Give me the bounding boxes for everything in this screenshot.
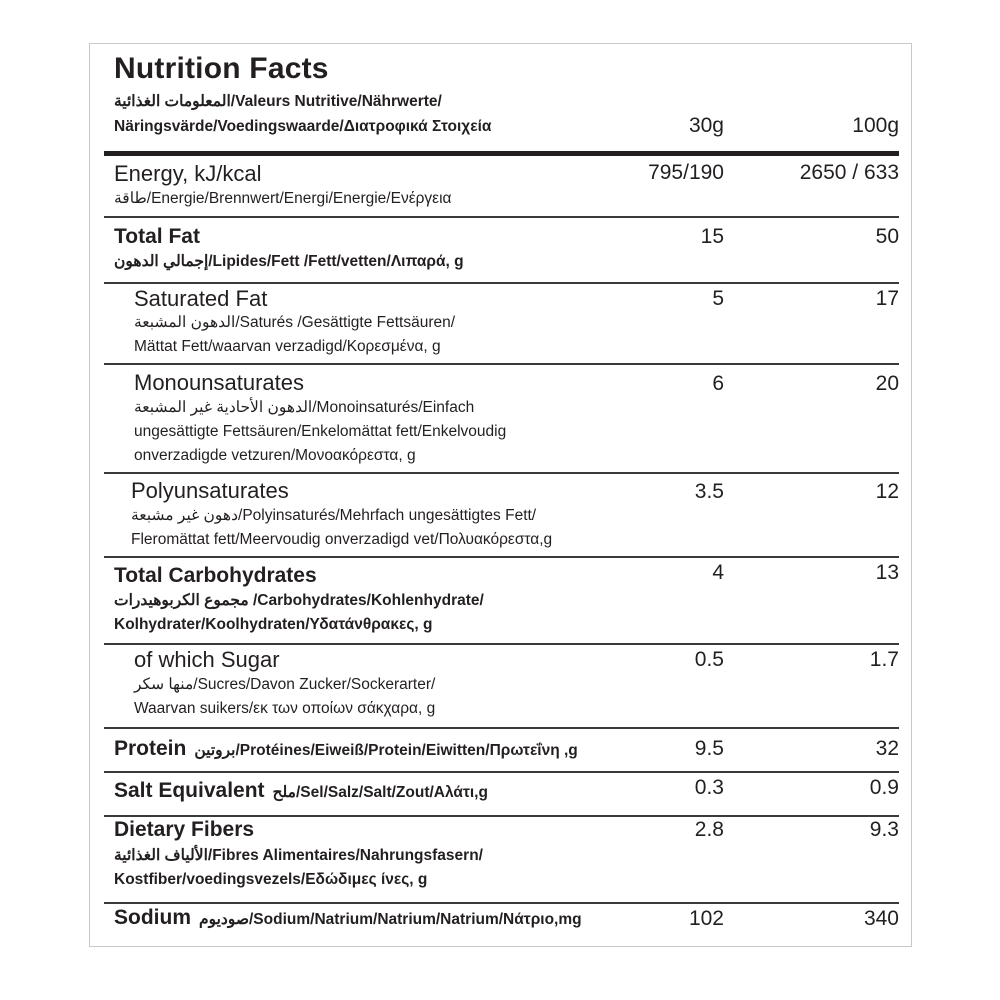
row-sodium-translations: صوديوم/Sodium/Natrium/Natrium/Natrium/Νάτριο,mg — [199, 911, 582, 928]
row-divider — [104, 902, 899, 904]
row-sodium-name: Sodium — [114, 906, 191, 929]
row-polyunsaturates-translations-2: Fleromättat fett/Meervoudig onverzadigd vet/Πολυακόρεστα,g — [131, 531, 553, 548]
row-divider — [104, 472, 899, 474]
row-sodium-30g: 102 — [688, 907, 724, 930]
row-sugar-100g: 1.7 — [869, 648, 899, 671]
label-title: Nutrition Facts — [114, 52, 329, 85]
row-monounsaturates-translations-3: onverzadigde vetzuren/Μονοακόρεστα, g — [134, 447, 416, 464]
row-divider — [104, 556, 899, 558]
row-divider — [104, 363, 899, 365]
row-saturated-fat-translations-2: Mättat Fett/waarvan verzadigd/Κορεσμένα, g — [134, 338, 441, 355]
row-monounsaturates-translations-1: الدهون الأحادية غير المشبعة/Monoinsaturés/Einfach — [134, 399, 475, 416]
row-divider — [104, 282, 899, 284]
row-sugar-translations-1: منها سكر/Sucres/Davon Zucker/Sockerarter/ — [134, 676, 436, 693]
row-divider — [104, 771, 899, 773]
title-translations-line1: المعلومات الغذائية/Valeurs Nutritive/Nährwerte/ — [114, 93, 442, 110]
row-total-carbohydrates-translations-1: مجموع الكربوهيدرات /Carbohydrates/Kohlenhydrate/ — [114, 592, 484, 609]
row-dietary-fibers-translations-2: Kostfiber/voedingsvezels/Εδώδιμες ίνες, g — [114, 871, 428, 888]
row-total-carbohydrates-name: Total Carbohydrates — [114, 564, 317, 587]
row-sugar-translations-2: Waarvan suikers/εκ των οποίων σάκχαρα, g — [134, 700, 436, 717]
row-sugar-30g: 0.5 — [694, 648, 724, 671]
row-dietary-fibers-translations-1: الألياف الغذائية/Fibres Alimentaires/Nahrungsfasern/ — [114, 847, 483, 864]
row-protein-translations: بروتين/Protéines/Eiweiß/Protein/Eiwitten/Πρωτεΐνη ,g — [194, 742, 578, 759]
row-total-carbohydrates-30g: 4 — [712, 561, 724, 584]
row-dietary-fibers-100g: 9.3 — [869, 818, 899, 841]
row-salt — [114, 779, 488, 803]
row-salt-name: Salt Equivalent — [114, 779, 265, 802]
row-total-fat-100g: 50 — [875, 225, 899, 248]
row-energy-name: Energy, kJ/kcal — [114, 161, 262, 186]
row-polyunsaturates-name: Polyunsaturates — [131, 478, 289, 503]
row-monounsaturates-100g: 20 — [875, 372, 899, 395]
row-divider — [104, 216, 899, 218]
row-saturated-fat-30g: 5 — [712, 287, 724, 310]
row-saturated-fat-name: Saturated Fat — [134, 286, 268, 311]
row-salt-30g: 0.3 — [694, 776, 724, 799]
row-dietary-fibers-30g: 2.8 — [694, 818, 724, 841]
row-sugar-name: of which Sugar — [134, 647, 280, 672]
row-divider — [104, 815, 899, 817]
row-protein — [114, 737, 578, 761]
row-energy-30g: 795/190 — [648, 161, 724, 184]
row-total-carbohydrates-100g: 13 — [875, 561, 899, 584]
row-divider — [104, 643, 899, 645]
row-salt-100g: 0.9 — [869, 776, 899, 799]
row-total-fat-30g: 15 — [700, 225, 724, 248]
column-header-30g: 30g — [688, 114, 724, 137]
row-total-carbohydrates-translations-2: Kolhydrater/Koolhydraten/Υδατάνθρακες, g — [114, 616, 433, 633]
row-energy-translations: طاقة/Energie/Brennwert/Energi/Energie/Ενέργεια — [114, 190, 452, 207]
row-sodium-100g: 340 — [863, 907, 899, 930]
header-divider — [104, 151, 899, 156]
column-header-100g: 100g — [852, 114, 899, 137]
row-salt-translations: ملح/Sel/Salz/Salt/Zout/Αλάτι,g — [272, 784, 488, 801]
row-monounsaturates-translations-2: ungesättigte Fettsäuren/Enkelomättat fett/Enkelvoudig — [134, 423, 507, 440]
row-total-fat-translations: إجمالي الدهون/Lipides/Fett /Fett/vetten/Λιπαρά, g — [114, 253, 464, 270]
row-protein-100g: 32 — [875, 737, 899, 760]
row-total-fat-name: Total Fat — [114, 225, 200, 248]
row-divider — [104, 727, 899, 729]
row-polyunsaturates-translations-1: دهون غير مشبعة/Polyinsaturés/Mehrfach ungesättigtes Fett/ — [131, 507, 537, 524]
row-monounsaturates-name: Monounsaturates — [134, 370, 304, 395]
row-protein-name: Protein — [114, 737, 187, 760]
row-dietary-fibers-name: Dietary Fibers — [114, 818, 255, 841]
row-monounsaturates-30g: 6 — [712, 372, 724, 395]
row-saturated-fat-100g: 17 — [875, 287, 899, 310]
row-sodium — [114, 906, 582, 930]
row-protein-30g: 9.5 — [694, 737, 724, 760]
row-polyunsaturates-30g: 3.5 — [694, 480, 724, 503]
title-translations-line2: Näringsvärde/Voedingswaarde/Διατροφικά Στοιχεία — [114, 118, 492, 135]
row-saturated-fat-translations-1: الدهون المشبعة/Saturés /Gesättigte Fettsäuren/ — [134, 314, 456, 331]
row-energy-100g: 2650 / 633 — [799, 161, 899, 184]
row-polyunsaturates-100g: 12 — [875, 480, 899, 503]
